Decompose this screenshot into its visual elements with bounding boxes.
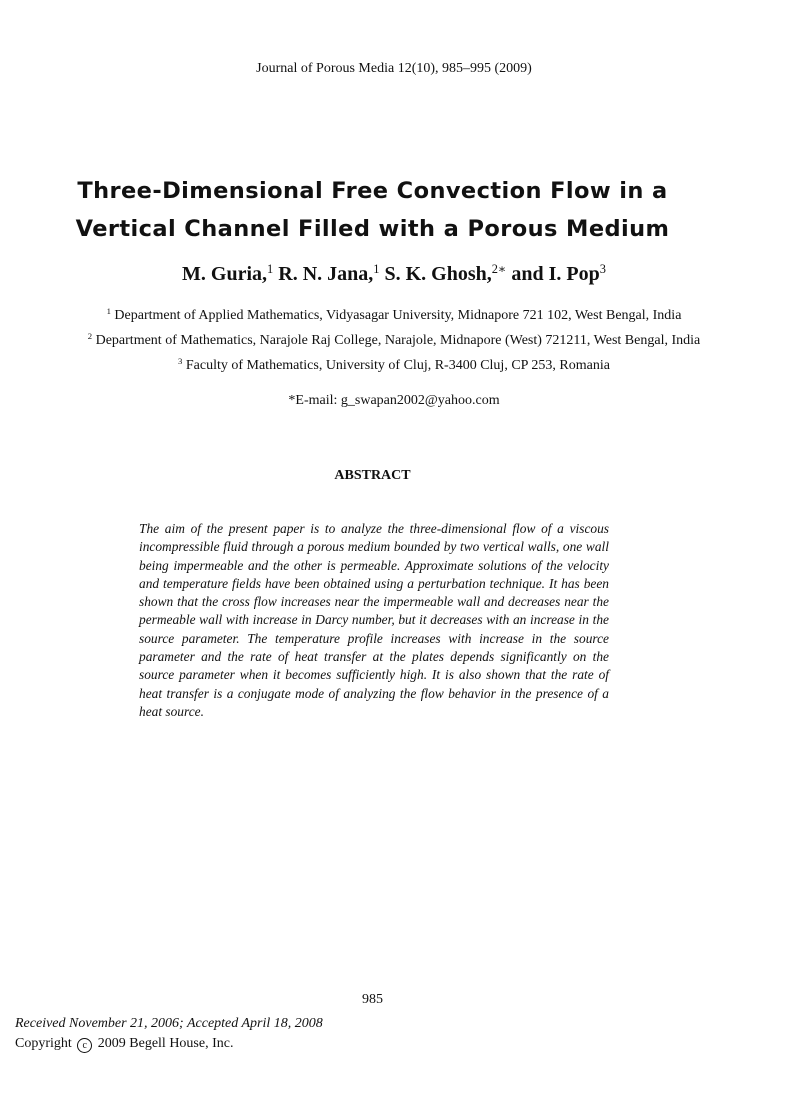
paper-title (0, 172, 745, 248)
abstract-text: The aim of the present paper is to analyze the three-dimensional flow of a viscous incompressible fluid through a porous medium bounded by two vertical walls, one wall being impermeable and the other is permeable. Approximate solutions of the velocity and temperature fields have been obtained using a perturbation technique. It has been shown that the cross flow increases near the impermeable wall and decreases near the permeable wall with increase in Darcy number, but it decreases with an increase in the source parameter. The temperature profile increases with increase in the source parameter and the rate of heat transfer at the plates depends significantly on the source parameter when it becomes sufficiently high. It is also shown that the rate of heat transfer is a conjugate mode of analyzing the flow behavior in the presence of a heat source. (139, 521, 609, 719)
copyright-notice: Copyright c 2009 Begell House, Inc. (15, 1036, 234, 1051)
paper-title-line-1: Three-Dimensional Free Convection Flow in a (77, 178, 668, 204)
journal-citation: Journal of Porous Media 12(10), 985–995 (2009) (256, 61, 532, 76)
affiliation-1: $^1$ Department of Applied Mathematics, Vidyasagar University, Midnapore 721 102, West Bengal, India (106, 306, 682, 323)
author-1: M. Guria,$^1$ (182, 262, 274, 285)
page-number: 985 (362, 992, 383, 1007)
received-dates: Received November 21, 2006; Accepted April 18, 2008 (15, 1016, 323, 1031)
affiliation-2: $^2$ Department of Mathematics, Narajole Raj College, Narajole, Midnapore (West) 721211, West Bengal, India (87, 331, 701, 348)
author-3: S. K. Ghosh,$^{2∗}$ (384, 262, 507, 285)
author-4: and I. Pop$^3$ (511, 262, 606, 285)
corresponding-email: *E-mail: g_swapan2002@yahoo.com (288, 393, 500, 408)
author-list (0, 263, 788, 286)
copyright-icon: c (77, 1038, 92, 1053)
paper-title-line-2: Vertical Channel Filled with a Porous Medium (75, 216, 670, 242)
affiliation-3: $^3$ Faculty of Mathematics, University of Cluj, R-3400 Cluj, CP 253, Romania (178, 356, 610, 373)
author-2: R. N. Jana,$^1$ (278, 262, 380, 285)
abstract-heading: ABSTRACT (334, 468, 411, 483)
